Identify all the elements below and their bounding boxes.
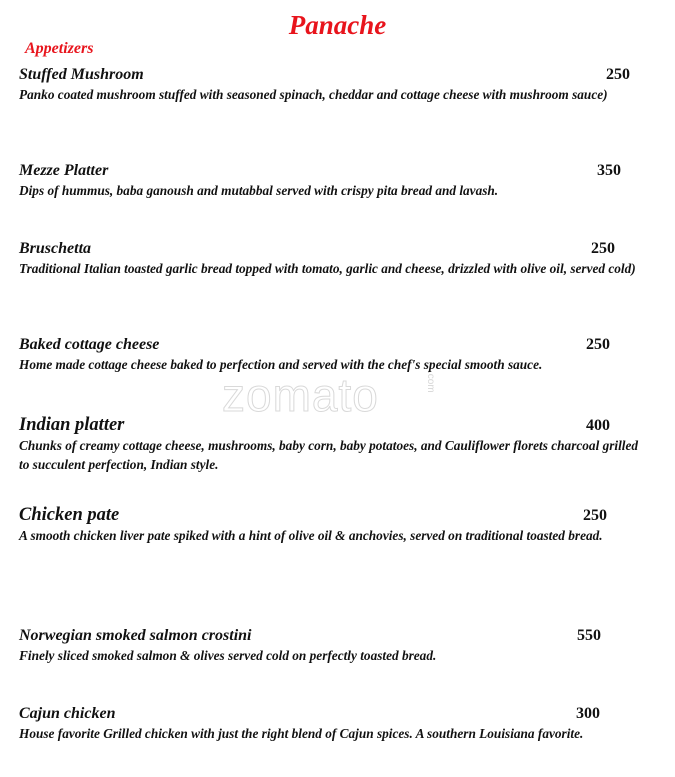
item-name: Chicken pate	[19, 505, 120, 525]
item-description: House favorite Grilled chicken with just the right blend of Cajun spices. A southern Louisiana favorite.	[19, 726, 584, 741]
item-name: Mezze Platter	[19, 162, 109, 179]
item-price: 550	[577, 627, 601, 644]
item-description: Finely sliced smoked salmon & olives served cold on perfectly toasted bread.	[19, 648, 437, 663]
item-description: Home made cottage cheese baked to perfection and served with the chef's special smooth sauce.	[19, 357, 543, 372]
item-name: Cajun chicken	[19, 705, 116, 722]
item-description: Chunks of creamy cottage cheese, mushrooms, baby corn, baby potatoes, and Cauliflower florets charcoal grilled to succulent perfection, Indian style.	[19, 438, 639, 472]
item-price: 250	[591, 240, 615, 257]
item-price: 250	[586, 336, 610, 353]
item-name: Indian platter	[19, 415, 125, 435]
restaurant-title: Panache	[288, 10, 387, 40]
item-name: Stuffed Mushroom	[19, 66, 144, 83]
item-description: Dips of hummus, baba ganoush and mutabbal served with crispy pita bread and lavash.	[19, 183, 499, 198]
section-heading-appetizers: Appetizers	[25, 40, 94, 57]
item-description: A smooth chicken liver pate spiked with a hint of olive oil & anchovies, served on traditional toasted bread.	[19, 528, 603, 543]
item-price: 300	[576, 705, 600, 722]
item-price: 250	[583, 507, 607, 524]
item-name: Baked cottage cheese	[19, 336, 160, 353]
item-description: Traditional Italian toasted garlic bread topped with tomato, garlic and cheese, drizzled with olive oil, served cold)	[19, 261, 636, 276]
zomato-watermark-suffix: .com	[425, 371, 436, 393]
item-price: 250	[606, 66, 630, 83]
item-price: 400	[586, 417, 610, 434]
item-price: 350	[597, 162, 621, 179]
item-description: Panko coated mushroom stuffed with seasoned spinach, cheddar and cottage cheese with mushroom sauce)	[19, 87, 608, 102]
item-name: Bruschetta	[19, 240, 92, 257]
zomato-watermark: zomato	[222, 369, 379, 421]
item-name: Norwegian smoked salmon crostini	[19, 627, 252, 644]
